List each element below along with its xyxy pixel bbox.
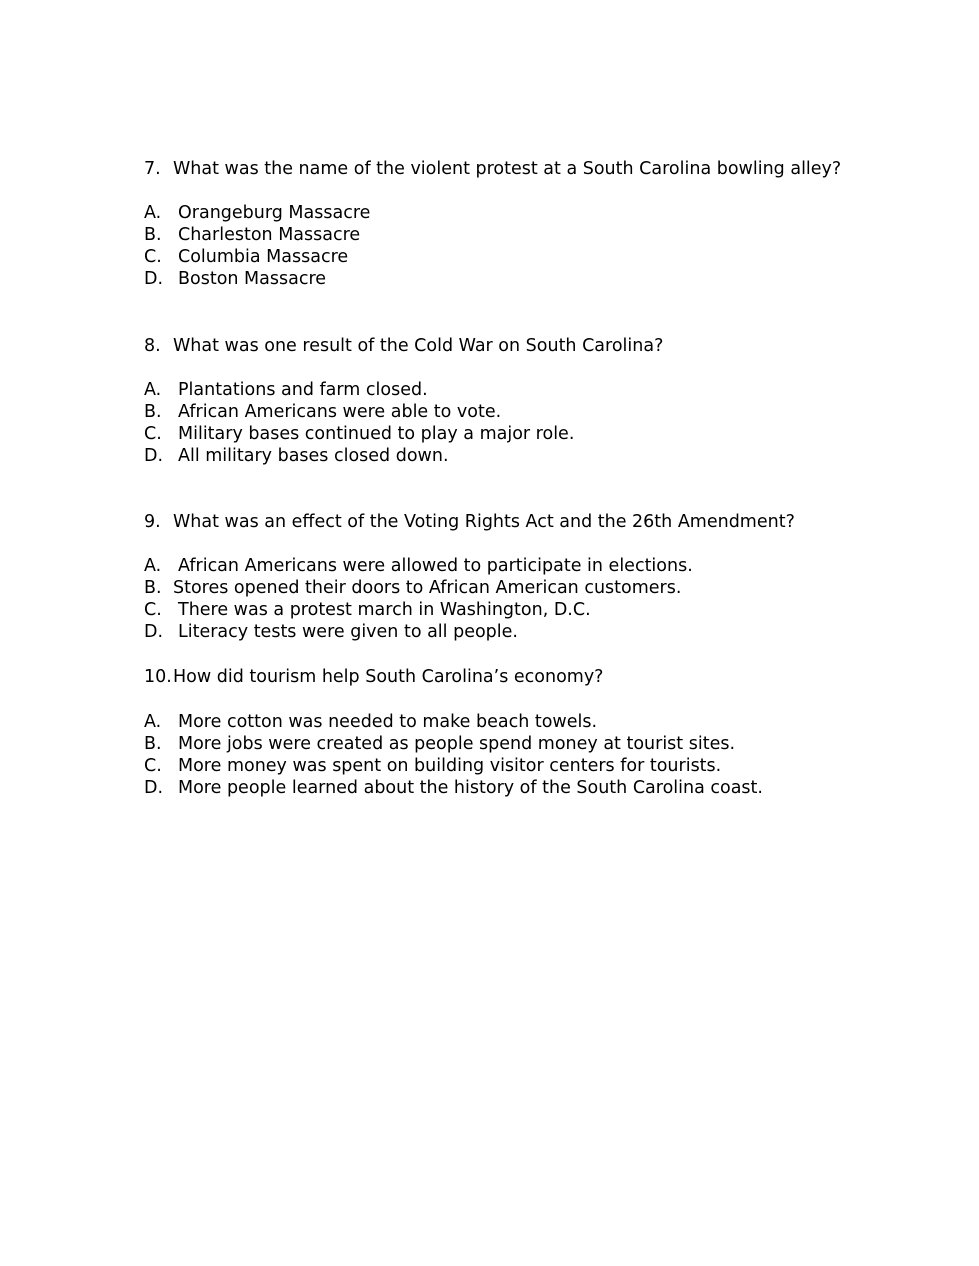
answer-choice: [144, 224, 944, 246]
choice-text: Charleston Massacre: [178, 225, 361, 245]
choice-text: Literacy tests were given to all people.: [178, 622, 518, 642]
question-line: [144, 158, 944, 180]
answer-choice: [144, 379, 944, 401]
question-10: [144, 666, 944, 799]
choice-text: Boston Massacre: [178, 269, 327, 289]
question-line: [144, 511, 944, 533]
choice-text: African Americans were allowed to participate in elections.: [178, 556, 693, 576]
choice-letter: C.: [144, 600, 162, 620]
question-line: [144, 666, 944, 688]
answer-choice: [144, 246, 944, 268]
answer-choice: [144, 202, 944, 224]
choice-text: Stores opened their doors to African American customers.: [173, 578, 682, 598]
choice-text: Military bases continued to play a major role.: [178, 424, 575, 444]
answer-choice: [144, 577, 944, 599]
question-number: 10.: [144, 667, 172, 687]
question-7: [144, 158, 944, 290]
choice-text: More money was spent on building visitor centers for tourists.: [178, 756, 722, 776]
question-8: [144, 335, 944, 467]
question-text: What was an effect of the Voting Rights Act and the 26th Amendment?: [173, 512, 795, 532]
choice-letter: D.: [144, 446, 164, 466]
choice-text: More cotton was needed to make beach towels.: [178, 712, 598, 732]
choice-letter: C.: [144, 756, 162, 776]
choice-text: Plantations and farm closed.: [178, 380, 428, 400]
choice-letter: D.: [144, 269, 164, 289]
answer-choice: [144, 777, 944, 799]
choice-letter: A.: [144, 380, 162, 400]
question-text: What was the name of the violent protest at a South Carolina bowling alley?: [173, 159, 842, 179]
answer-choice: [144, 599, 944, 621]
choice-letter: D.: [144, 622, 164, 642]
question-9: [144, 511, 944, 643]
choice-letter: C.: [144, 424, 162, 444]
question-number: 9.: [144, 512, 161, 532]
choice-letter: D.: [144, 778, 164, 798]
question-text: What was one result of the Cold War on South Carolina?: [173, 336, 664, 356]
answer-choice: [144, 401, 944, 423]
choice-text: There was a protest march in Washington, D.C.: [178, 600, 591, 620]
answer-choice: [144, 621, 944, 643]
choice-letter: B.: [144, 578, 162, 598]
choice-text: Columbia Massacre: [178, 247, 349, 267]
choice-text: Orangeburg Massacre: [178, 203, 371, 223]
answer-choice: [144, 445, 944, 467]
answer-choice: [144, 555, 944, 577]
choice-letter: A.: [144, 203, 162, 223]
question-line: [144, 335, 944, 357]
choice-text: African Americans were able to vote.: [178, 402, 502, 422]
choice-letter: A.: [144, 712, 162, 732]
choice-letter: A.: [144, 556, 162, 576]
choice-text: All military bases closed down.: [178, 446, 449, 466]
question-number: 8.: [144, 336, 161, 356]
answer-choice: [144, 733, 944, 755]
question-text: How did tourism help South Carolina’s economy?: [173, 667, 604, 687]
choice-letter: B.: [144, 402, 162, 422]
answer-choice: [144, 423, 944, 445]
answer-choice: [144, 268, 944, 290]
choice-letter: B.: [144, 734, 162, 754]
question-number: 7.: [144, 159, 161, 179]
choice-letter: C.: [144, 247, 162, 267]
choice-text: More jobs were created as people spend money at tourist sites.: [178, 734, 736, 754]
answer-choice: [144, 755, 944, 777]
choice-text: More people learned about the history of the South Carolina coast.: [178, 778, 763, 798]
answer-choice: [144, 711, 944, 733]
choice-letter: B.: [144, 225, 162, 245]
